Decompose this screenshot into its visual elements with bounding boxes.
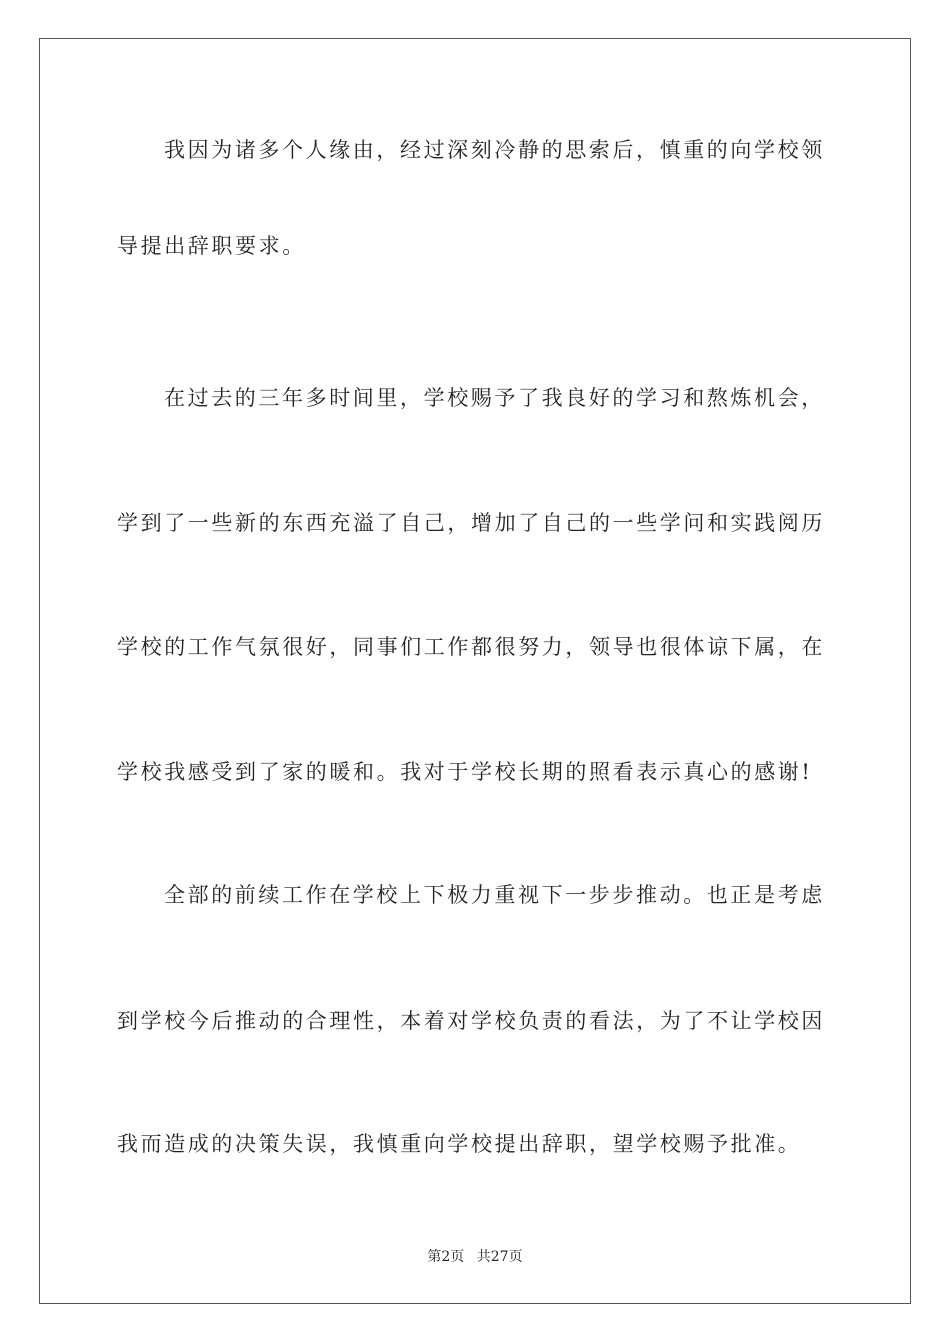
- page-footer: [0, 1247, 950, 1267]
- paragraph-3-line-3: 我而造成的决策失误，我慎重向学校提出辞职，望学校赐予批准。: [117, 1132, 802, 1156]
- page-number: 第2页: [427, 1249, 465, 1265]
- paragraph-2-line-1: 在过去的三年多时间里，学校赐予了我良好的学习和熬炼机会，: [164, 386, 825, 410]
- paragraph-2-line-3: 学校的工作气氛很好，同事们工作都很努力，领导也很体谅下属，在: [117, 635, 825, 659]
- page-border: [39, 38, 911, 1304]
- paragraph-2-line-4: 学校我感受到了家的暖和。我对于学校长期的照看表示真心的感谢!: [117, 760, 813, 784]
- paragraph-1-line-1: 我因为诸多个人缘由，经过深刻冷静的思索后，慎重的向学校领: [164, 138, 825, 162]
- paragraph-1-line-2: 导提出辞职要求。: [117, 234, 306, 258]
- paragraph-3-line-2: 到学校今后推动的合理性，本着对学校负责的看法，为了不让学校因: [117, 1009, 825, 1033]
- paragraph-2-line-2: 学到了一些新的东西充溢了自己，增加了自己的一些学问和实践阅历: [117, 511, 825, 535]
- paragraph-3-line-1: 全部的前续工作在学校上下极力重视下一步步推动。也正是考虑: [164, 883, 825, 907]
- page-total: 共27页: [476, 1249, 523, 1265]
